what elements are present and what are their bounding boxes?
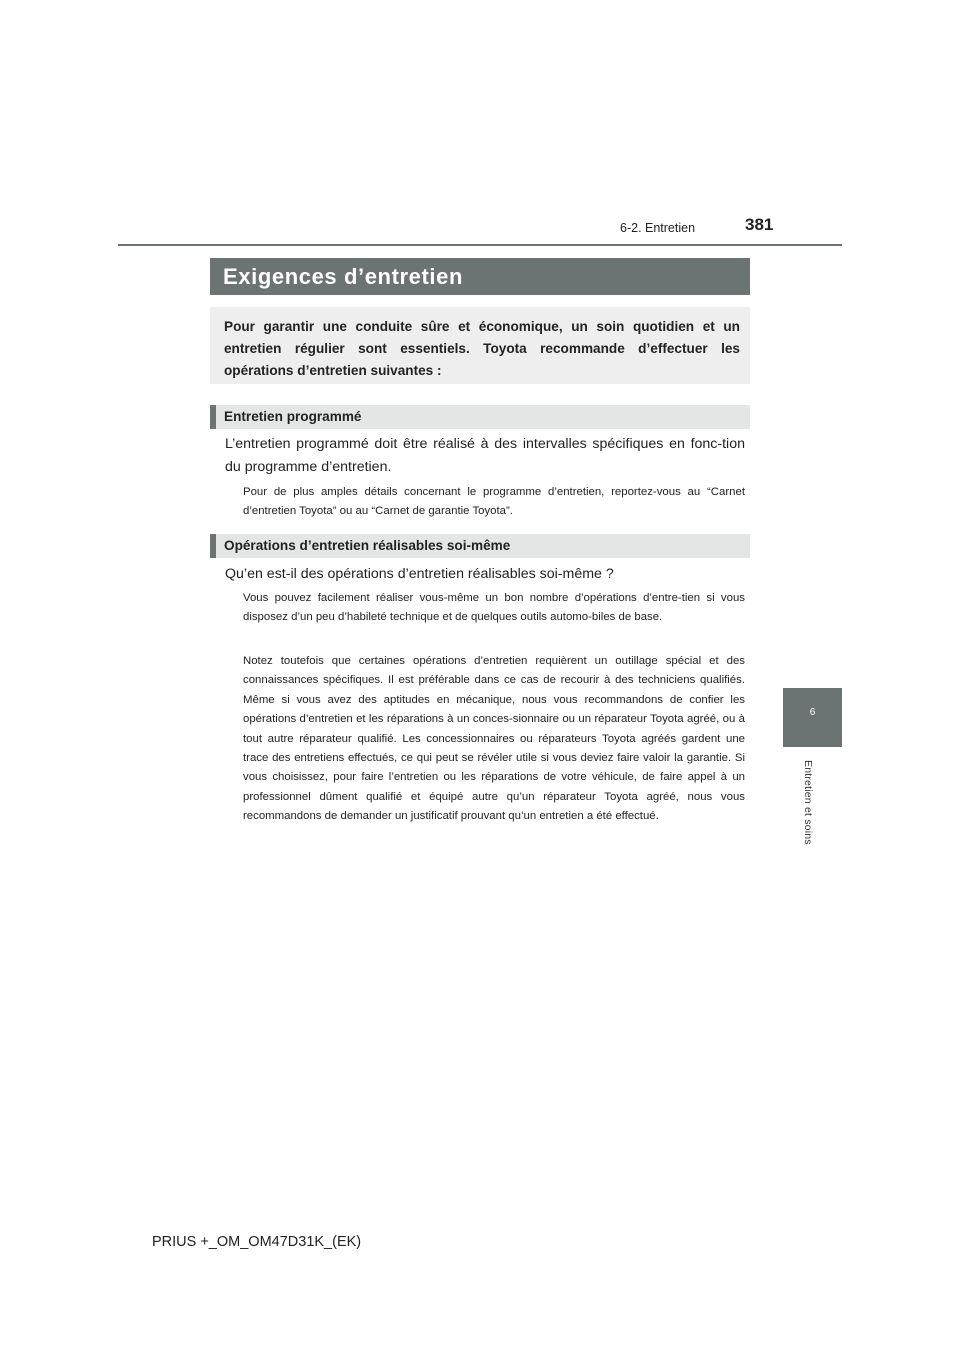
section-heading-text: Opérations d’entretien réalisables soi-même [224,538,511,553]
section-heading-bar [210,405,216,429]
page-title-banner [210,258,750,295]
section-paragraph: Vous pouvez facilement réaliser vous-même un bon nombre d’opérations d’entre-tien si vous disposez d’un peu d’habileté technique et de quelques outils automo-biles de base. [243,592,745,624]
section-paragraph: Pour de plus amples détails concernant le programme d’entretien, reportez-vous au “Carnet d’entretien Toyota” ou au “Carnet de garantie Toyota”. [243,486,745,518]
section-lead: L’entretien programmé doit être réalisé à des intervalles spécifiques en fonc-tion du programme d’entretien. [225,436,745,475]
section-heading-diy-maintenance [210,534,750,558]
chapter-number: 6 [809,707,816,718]
intro-text: Pour garantir une conduite sûre et économique, un soin quotidien et un entretien régulier sont essentiels. Toyota recommande d’effectuer les opérations d’entretien suivantes : [224,319,740,378]
section-paragraph: Notez toutefois que certaines opérations d’entretien requièrent un outillage spécial et des connaissances spécifiques. Il est préférable dans ce cas de recourir à des techniciens qualifiés. Même si vous avez des aptitudes en mécanique, nous vous recommandons de confier les opérations d’entretien et les réparations à un conces-sionnaire ou un réparateur Toyota agréé, ou à tout autre réparateur qualifié. Les concessionnaires ou réparateurs Toyota agréés gardent une trace des entretiens effectués, ce qui peut se révéler utile si vous deviez faire valoir la garantie. Si vous choisissez, pour faire l’entretien ou les réparations de votre véhicule, de faire appel à un professionnel dûment qualifié et équipé autre qu’un réparateur Toyota agréé, nous vous recommandons de demander un justificatif prouvant qu’un entretien a été effectué. [243,655,745,823]
document-code: PRIUS +_OM_OM47D31K_(EK) [152,1234,362,1250]
page-title: Exigences d’entretien [223,264,464,289]
section-label: 6-2. Entretien [620,221,696,235]
chapter-title: Entretien et soins [802,760,814,845]
chapter-tab [783,688,842,747]
intro-box [210,307,750,384]
page-number: 381 [745,215,774,234]
section-heading-bar [210,534,216,558]
section-heading-scheduled-maintenance [210,405,750,429]
section-heading-text: Entretien programmé [224,409,362,424]
header-divider [118,244,842,246]
section-lead: Qu’en est-il des opérations d’entretien réalisables soi-même ? [225,566,614,582]
